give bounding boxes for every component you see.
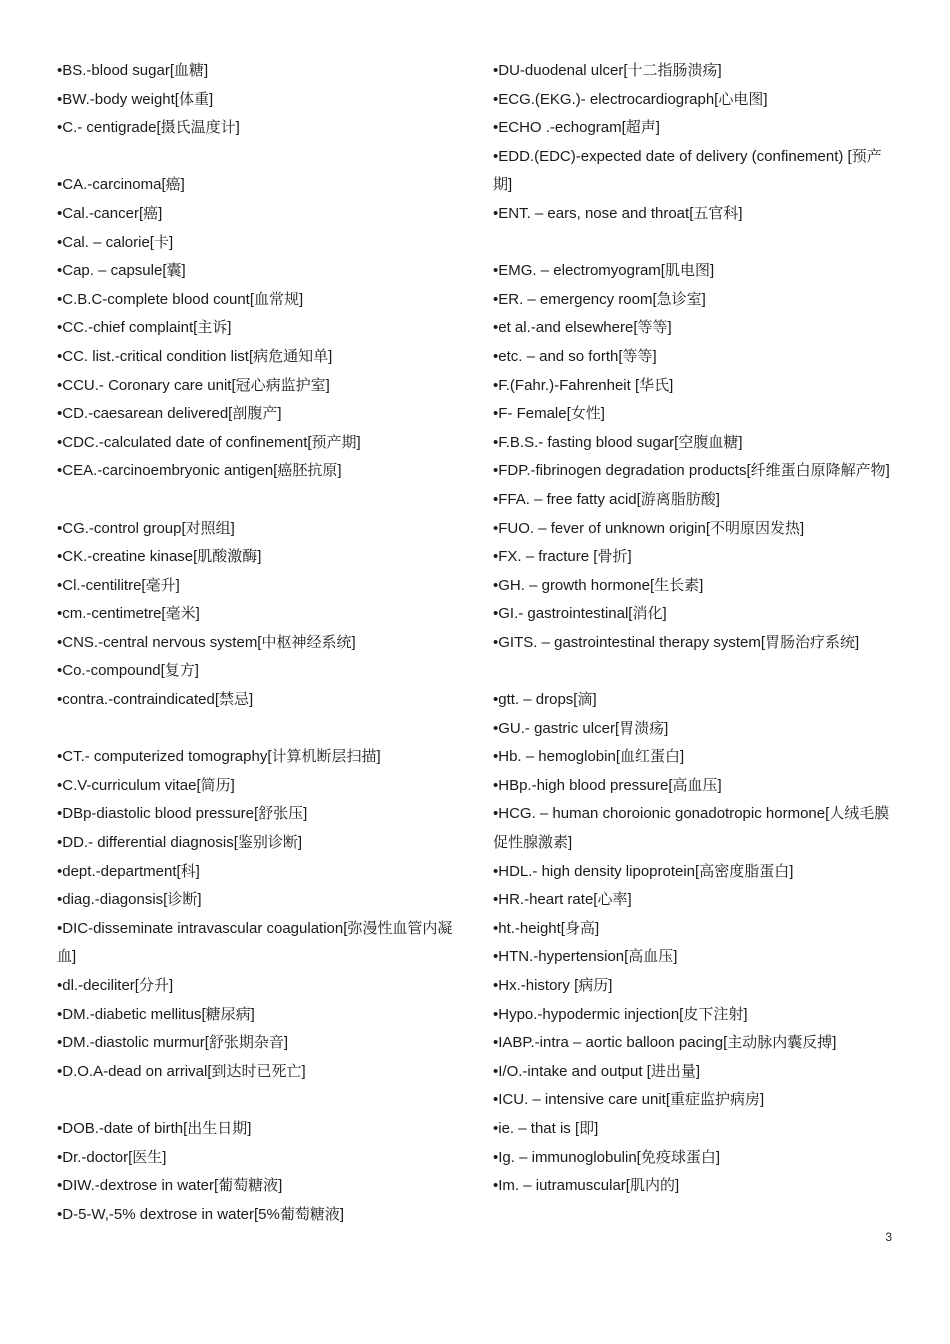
abbreviation-entry: •CK.-creatine kinase[肌酸激酶] xyxy=(57,548,262,566)
abbreviation-entry: •Cap. – capsule[囊] xyxy=(57,262,186,280)
abbreviation-entry: •Hypo.-hypodermic injection[皮下注射] xyxy=(493,1005,748,1023)
spacer xyxy=(493,657,898,686)
spacer xyxy=(57,1086,467,1115)
abbreviation-entry: •dept.-department[科] xyxy=(57,862,200,880)
abbreviation-entry: •CDC.-calculated date of confinement[预产期] xyxy=(57,433,361,451)
abbreviation-entry: •I/O.-intake and output [进出量] xyxy=(493,1062,701,1080)
abbreviation-entry: •DM.-diabetic mellitus[糖尿病] xyxy=(57,1005,255,1023)
abbreviation-entry: •GU.- gastric ulcer[胃溃疡] xyxy=(493,719,669,737)
abbreviation-entry: •CA.-carcinoma[癌] xyxy=(57,176,185,194)
abbreviation-entry: •C.- centigrade[摄氏温度计] xyxy=(57,119,240,137)
abbreviation-entry: •DBp-diastolic blood pressure[舒张压] xyxy=(57,805,308,823)
abbreviation-entry: •DIW.-dextrose in water[葡萄糖液] xyxy=(57,1177,283,1195)
right-column xyxy=(493,57,898,1201)
spacer xyxy=(57,715,467,744)
abbreviation-entry: •HR.-heart rate[心率] xyxy=(493,891,632,909)
abbreviation-entry: •D-5-W,-5% dextrose in water[5%葡萄糖液] xyxy=(57,1205,344,1223)
abbreviation-entry: •DIC-disseminate intravascular coagulation[弥漫性血管内凝血] xyxy=(57,919,453,966)
left-column xyxy=(57,57,467,1229)
abbreviation-entry: •GH. – growth hormone[生长素] xyxy=(493,576,704,594)
abbreviation-entry: •gtt. – drops[滴] xyxy=(493,691,597,709)
abbreviation-entry: •FUO. – fever of unknown origin[不明原因发热] xyxy=(493,519,805,537)
abbreviation-entry: •Ig. – immunoglobulin[免疫球蛋白] xyxy=(493,1148,721,1166)
abbreviation-entry: •DOB.-date of birth[出生日期] xyxy=(57,1119,252,1137)
abbreviation-entry: •FX. – fracture [骨折] xyxy=(493,548,632,566)
spacer xyxy=(57,143,467,172)
abbreviation-entry: •dl.-deciliter[分升] xyxy=(57,977,174,994)
abbreviation-entry: •et al.-and elsewhere[等等] xyxy=(493,319,672,337)
abbreviation-entry: •Hx.-history [病历] xyxy=(493,977,613,994)
abbreviation-entry: •cm.-centimetre[毫米] xyxy=(57,605,200,623)
abbreviation-entry: •ht.-height[身高] xyxy=(493,919,600,937)
abbreviation-entry: •Cal. – calorie[卡] xyxy=(57,233,174,251)
abbreviation-entry: •CT.- computerized tomography[计算机断层扫描] xyxy=(57,748,381,766)
abbreviation-entry: •Cal.-cancer[癌] xyxy=(57,204,163,222)
abbreviation-entry: •ER. – emergency room[急诊室] xyxy=(493,290,706,308)
abbreviation-entry: •CG.-control group[对照组] xyxy=(57,519,235,537)
page-number: 3 xyxy=(885,1230,892,1244)
abbreviation-entry: •DU-duodenal ulcer[十二指肠溃疡] xyxy=(493,62,722,79)
abbreviation-entry: •BW.-body weight[体重] xyxy=(57,90,214,108)
abbreviation-entry: •F.B.S.- fasting blood sugar[空腹血糖] xyxy=(493,433,743,451)
abbreviation-entry: •D.O.A-dead on arrival[到达时已死亡] xyxy=(57,1062,306,1080)
abbreviation-entry: •BS.-blood sugar[血糖] xyxy=(57,62,209,79)
abbreviation-entry: •HTN.-hypertension[高血压] xyxy=(493,948,678,966)
abbreviation-entry: •HCG. – human choroionic gonadotropic hormone[人绒毛膜促性腺激素] xyxy=(493,805,890,852)
abbreviation-entry: •diag.-diagonsis[诊断] xyxy=(57,891,202,909)
abbreviation-entry: •GI.- gastrointestinal[消化] xyxy=(493,605,667,623)
abbreviation-entry: •CC. list.-critical condition list[病危通知单] xyxy=(57,347,333,365)
abbreviation-entry: •IABP.-intra – aortic balloon pacing[主动脉内囊反搏] xyxy=(493,1034,837,1052)
abbreviation-entry: •CEA.-carcinoembryonic antigen[癌胚抗原] xyxy=(57,462,342,480)
abbreviation-entry: •Dr.-doctor[医生] xyxy=(57,1148,167,1166)
abbreviation-entry: •F- Female[女性] xyxy=(493,405,605,423)
abbreviation-entry: •ie. – that is [即] xyxy=(493,1119,599,1137)
abbreviation-entry: •etc. – and so forth[等等] xyxy=(493,347,657,365)
abbreviation-entry: •F.(Fahr.)-Fahrenheit [华氏] xyxy=(493,376,674,394)
abbreviation-entry: •Im. – iutramuscular[肌内的] xyxy=(493,1177,680,1195)
abbreviation-entry: •HDL.- high density lipoprotein[高密度脂蛋白] xyxy=(493,862,794,880)
abbreviation-entry: •EDD.(EDC)-expected date of delivery (confinement) [预产期] xyxy=(493,147,882,194)
abbreviation-entry: •ECG.(EKG.)- electrocardiograph[心电图] xyxy=(493,90,768,108)
abbreviation-entry: •CC.-chief complaint[主诉] xyxy=(57,319,232,337)
abbreviation-entry: •Hb. – hemoglobin[血红蛋白] xyxy=(493,748,685,766)
abbreviation-entry: •CCU.- Coronary care unit[冠心病监护室] xyxy=(57,376,330,394)
abbreviation-entry: •Cl.-centilitre[毫升] xyxy=(57,576,180,594)
abbreviation-entry: •C.B.C-complete blood count[血常规] xyxy=(57,290,304,308)
abbreviation-entry: •EMG. – electromyogram[肌电图] xyxy=(493,262,715,280)
abbreviation-entry: •CNS.-central nervous system[中枢神经系统] xyxy=(57,633,356,651)
abbreviation-entry: •C.V-curriculum vitae[简历] xyxy=(57,776,235,794)
abbreviation-entry: •FDP.-fibrinogen degradation products[纤维蛋白原降解产物] xyxy=(493,462,890,480)
abbreviation-entry: •DD.- differential diagnosis[鉴别诊断] xyxy=(57,834,303,852)
abbreviation-entry: •GITS. – gastrointestinal therapy system[胃肠治疗系统] xyxy=(493,633,860,651)
abbreviation-entry: •contra.-contraindicated[禁忌] xyxy=(57,691,254,709)
abbreviation-entry: •ECHO .-echogram[超声] xyxy=(493,119,660,137)
abbreviation-entry: •DM.-diastolic murmur[舒张期杂音] xyxy=(57,1034,289,1052)
abbreviation-entry: •Co.-compound[复方] xyxy=(57,662,199,680)
abbreviation-entry: •HBp.-high blood pressure[高血压] xyxy=(493,776,722,794)
abbreviation-entry: •ICU. – intensive care unit[重症监护病房] xyxy=(493,1091,765,1109)
abbreviation-entry: •FFA. – free fatty acid[游离脂肪酸] xyxy=(493,490,720,508)
spacer xyxy=(57,486,467,515)
abbreviation-entry: •CD.-caesarean delivered[剖腹产] xyxy=(57,405,282,423)
abbreviation-entry: •ENT. – ears, nose and throat[五官科] xyxy=(493,204,743,222)
spacer xyxy=(493,229,898,258)
